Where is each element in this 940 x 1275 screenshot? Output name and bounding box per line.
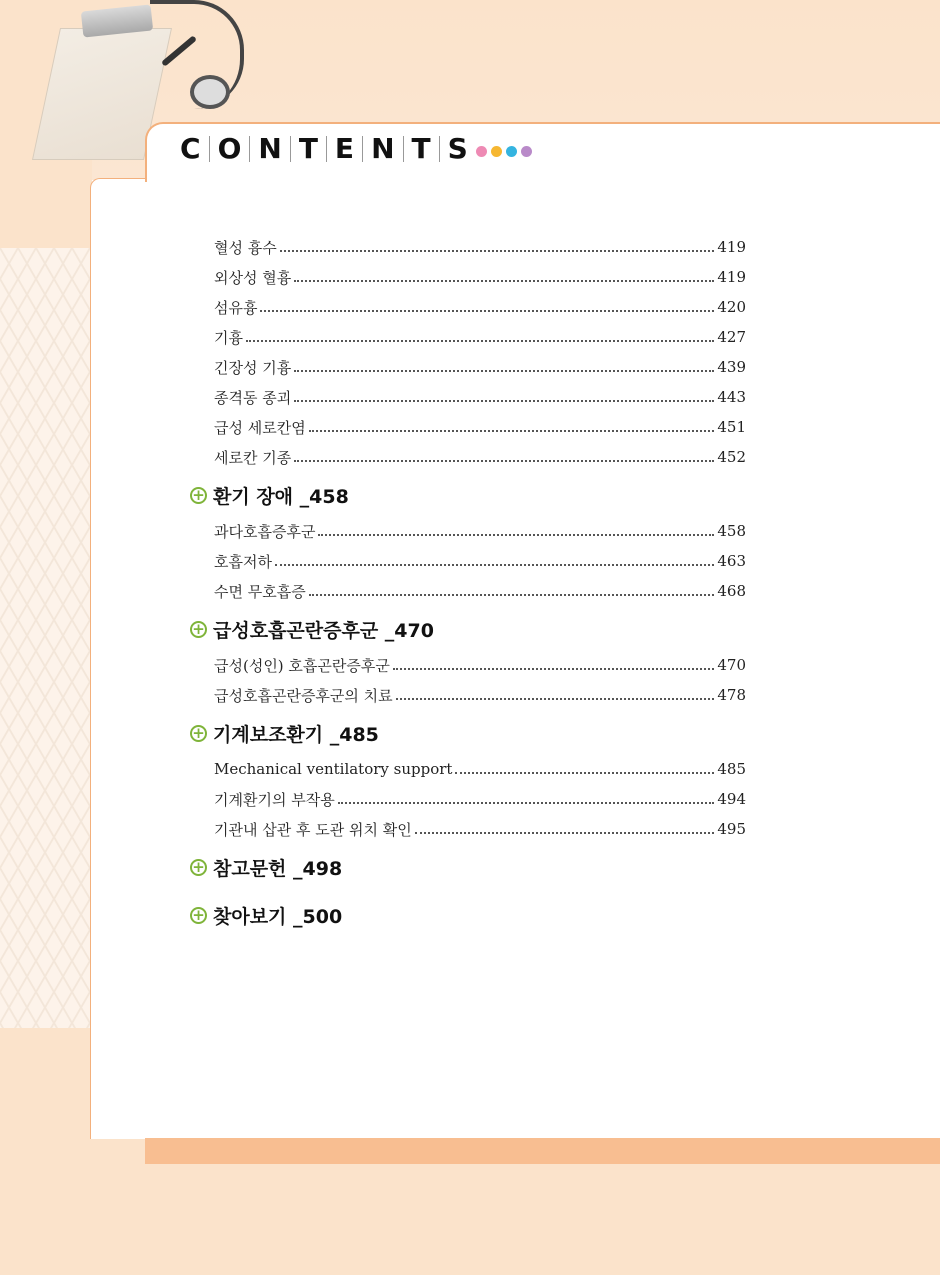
toc-entry-page: 495 [717, 820, 746, 838]
toc-entry-label: 기흉 [214, 328, 243, 347]
dot-leader [318, 533, 714, 536]
title-letter: C [180, 132, 201, 165]
toc-entry-page: 443 [717, 388, 746, 406]
toc-entry-label: Mechanical ventilatory support [214, 760, 453, 778]
page-title [172, 132, 476, 165]
dot-purple [521, 146, 532, 157]
dot-leader [260, 309, 714, 312]
toc-entry-label: 종격동 종괴 [214, 388, 292, 407]
plus-circle-icon: + [190, 859, 207, 876]
toc-entry-label: 급성 세로칸염 [214, 418, 306, 437]
toc-entry-label: 세로칸 기종 [214, 448, 292, 467]
title-letter: O [217, 132, 242, 165]
dot-pink [476, 146, 487, 157]
footer-strip [145, 1138, 940, 1164]
toc-entry-page: 485 [717, 760, 746, 778]
dot-leader [275, 563, 714, 566]
toc-section-heading[interactable] [190, 716, 379, 750]
toc-entry-label: 외상성 혈흉 [214, 268, 292, 287]
toc-entry[interactable] [214, 232, 746, 262]
toc-entry-page: 439 [717, 358, 746, 376]
title-letter: N [371, 132, 395, 165]
toc-entry-label: 기관내 삽관 후 도관 위치 확인 [214, 820, 412, 839]
dot-leader [415, 831, 715, 834]
toc-entry-page: 458 [717, 522, 746, 540]
toc-entry[interactable] [214, 680, 746, 710]
toc-entry-page: 451 [717, 418, 746, 436]
toc-entry[interactable] [214, 262, 746, 292]
dot-leader [393, 667, 714, 670]
title-dots [476, 146, 532, 157]
dot-leader [294, 399, 714, 402]
title-letter: T [298, 132, 318, 165]
dot-blue [506, 146, 517, 157]
toc-entry[interactable] [214, 546, 746, 576]
stethoscope-icon [190, 75, 230, 109]
dot-leader [280, 249, 715, 252]
toc-entry-label: 섬유흉 [214, 298, 258, 317]
toc-section-heading[interactable] [190, 898, 342, 932]
toc-entry-label: 호흡저하 [214, 552, 272, 571]
toc-entry-page: 427 [717, 328, 746, 346]
toc-entry-page: 420 [717, 298, 746, 316]
toc-entry-page: 419 [717, 238, 746, 256]
toc-entry[interactable] [214, 292, 746, 322]
toc-entry[interactable] [214, 516, 746, 546]
toc-entry[interactable] [214, 576, 746, 606]
dot-yellow [491, 146, 502, 157]
toc-entry[interactable] [214, 352, 746, 382]
toc-entry-label: 긴장성 기흉 [214, 358, 292, 377]
dot-leader [246, 339, 714, 342]
toc-entry[interactable] [214, 382, 746, 412]
toc-section-heading[interactable] [190, 850, 342, 884]
toc-entry[interactable] [214, 412, 746, 442]
toc-entry-page: 452 [717, 448, 746, 466]
plus-circle-icon: + [190, 725, 207, 742]
dot-leader [294, 279, 714, 282]
toc-section-title: 급성호흡곤란증후군 _470 [213, 619, 434, 642]
dot-leader [338, 801, 715, 804]
toc-entry-page: 470 [717, 656, 746, 674]
toc-section-heading[interactable] [190, 612, 434, 646]
dot-leader [309, 429, 715, 432]
title-letter: S [447, 132, 468, 165]
plus-circle-icon: + [190, 621, 207, 638]
toc-section-title: 기계보조환기 _485 [213, 723, 379, 746]
toc-section-title: 환기 장애 _458 [213, 485, 349, 508]
toc-entry-page: 463 [717, 552, 746, 570]
toc-entry-label: 혈성 흉수 [214, 238, 277, 257]
toc-entry[interactable] [214, 784, 746, 814]
title-letter: T [411, 132, 431, 165]
toc-entry[interactable] [214, 322, 746, 352]
toc-entry[interactable] [214, 650, 746, 680]
dot-leader [309, 593, 715, 596]
toc-entry-label: 수면 무호흡증 [214, 582, 306, 601]
toc-entry-page: 468 [717, 582, 746, 600]
toc-entry[interactable] [214, 754, 746, 784]
toc-entry[interactable] [214, 814, 746, 844]
plus-circle-icon: + [190, 487, 207, 504]
toc-entry[interactable] [214, 442, 746, 472]
plus-circle-icon: + [190, 907, 207, 924]
left-margin-pattern [0, 248, 92, 1028]
dot-leader [294, 459, 714, 462]
toc-section-title: 참고문헌 _498 [213, 857, 343, 880]
toc-entry-label: 기계환기의 부작용 [214, 790, 335, 809]
toc-entry-label: 급성(성인) 호흡곤란증후군 [214, 656, 390, 675]
dot-leader [455, 771, 714, 774]
toc-section-heading[interactable] [190, 478, 349, 512]
title-letter: E [334, 132, 355, 165]
toc-entry-label: 과다호흡증후군 [214, 522, 316, 541]
dot-leader [294, 369, 714, 372]
toc-entry-page: 494 [717, 790, 746, 808]
toc-entry-page: 419 [717, 268, 746, 286]
toc-entry-page: 478 [717, 686, 746, 704]
title-letter: N [258, 132, 282, 165]
dot-leader [396, 697, 715, 700]
toc-section-title: 찾아보기 _500 [213, 905, 343, 928]
toc-entry-label: 급성호흡곤란증후군의 치료 [214, 686, 393, 705]
